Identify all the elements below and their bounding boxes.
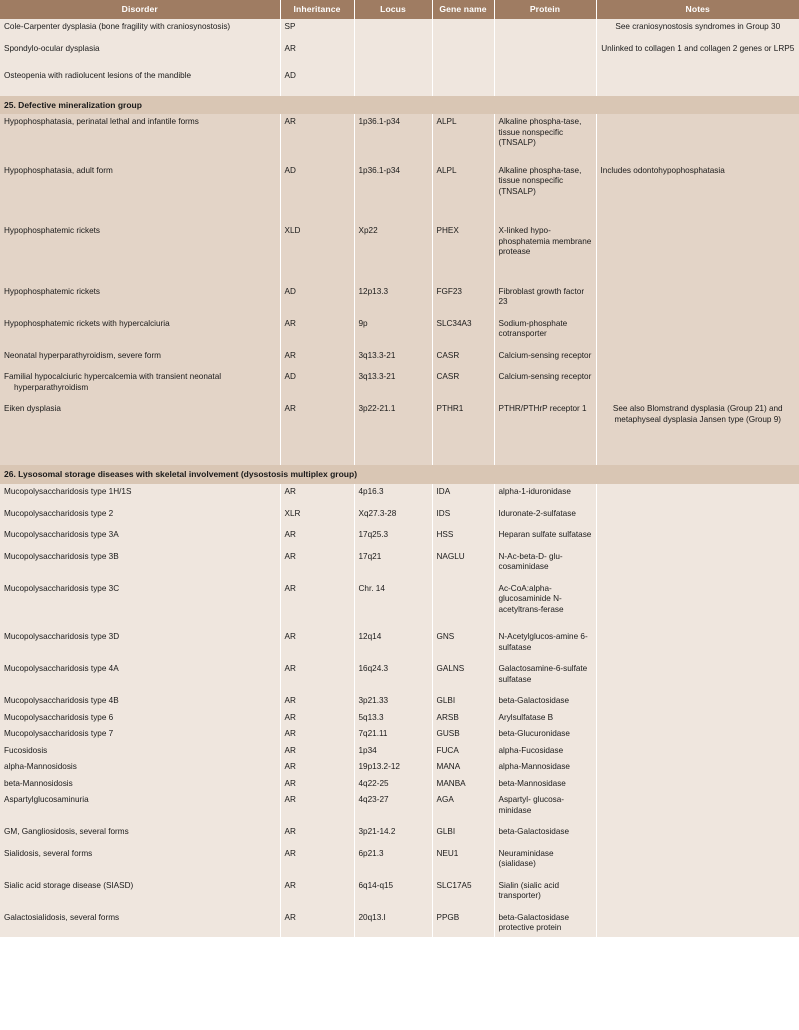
cell-inheritance: AD	[280, 369, 354, 401]
cell-locus: 4q23-27	[354, 792, 432, 824]
cell-protein: Sialin (sialic acid transporter)	[494, 878, 596, 910]
cell-gene-name: GNS	[432, 629, 494, 661]
cell-locus: 12q14	[354, 629, 432, 661]
table-row	[0, 369, 799, 401]
cell-disorder: Cole-Carpenter dysplasia (bone fragility with craniosynostosis)	[0, 19, 280, 41]
cell-inheritance: AR	[280, 878, 354, 910]
cell-disorder: Mucopolysaccharidosis type 4A	[0, 661, 280, 693]
table-row	[0, 710, 799, 727]
cell-inheritance: XLD	[280, 223, 354, 284]
cell-locus: 17q25.3	[354, 527, 432, 549]
cell-notes: See also Blomstrand dysplasia (Group 21) and metaphyseal dysplasia Jansen type (Group 9)	[596, 401, 799, 465]
cell-locus: 12p13.3	[354, 284, 432, 316]
cell-protein: Neuraminidase (sialidase)	[494, 846, 596, 878]
table-row	[0, 223, 799, 284]
cell-locus: 5q13.3	[354, 710, 432, 727]
cell-notes	[596, 846, 799, 878]
cell-locus: 4p16.3	[354, 484, 432, 506]
cell-locus: 3q13.3-21	[354, 369, 432, 401]
cell-locus: 16q24.3	[354, 661, 432, 693]
cell-inheritance: AR	[280, 629, 354, 661]
cell-protein: beta-Galactosidase	[494, 693, 596, 710]
table-row	[0, 348, 799, 370]
cell-locus: 1p36.1-p34	[354, 114, 432, 163]
table-row	[0, 759, 799, 776]
table-row	[0, 878, 799, 910]
cell-disorder: Fucosidosis	[0, 743, 280, 760]
cell-locus: 19p13.2-12	[354, 759, 432, 776]
cell-protein: Alkaline phospha-tase, tissue nonspecific (TNSALP)	[494, 114, 596, 163]
cell-gene-name: FUCA	[432, 743, 494, 760]
cell-notes	[596, 114, 799, 163]
cell-notes	[596, 284, 799, 316]
cell-disorder: Spondylo-ocular dysplasia	[0, 41, 280, 69]
cell-notes	[596, 759, 799, 776]
table-row	[0, 163, 799, 224]
cell-protein: Calcium-sensing receptor	[494, 369, 596, 401]
table-header	[0, 0, 799, 19]
cell-gene-name: MANA	[432, 759, 494, 776]
group-heading-row	[0, 96, 799, 115]
cell-protein: alpha-1-iduronidase	[494, 484, 596, 506]
cell-inheritance: AR	[280, 776, 354, 793]
cell-notes	[596, 629, 799, 661]
cell-disorder: Osteopenia with radiolucent lesions of the mandible	[0, 68, 280, 96]
cell-inheritance: AR	[280, 693, 354, 710]
cell-notes: See craniosynostosis syndromes in Group 30	[596, 19, 799, 41]
cell-notes	[596, 792, 799, 824]
table-row	[0, 776, 799, 793]
cell-disorder: Mucopolysaccharidosis type 6	[0, 710, 280, 727]
cell-gene-name: IDA	[432, 484, 494, 506]
cell-disorder: Hypophosphatasia, perinatal lethal and infantile forms	[0, 114, 280, 163]
table-row	[0, 726, 799, 743]
table-row	[0, 316, 799, 348]
cell-disorder: Eiken dysplasia	[0, 401, 280, 465]
cell-notes	[596, 316, 799, 348]
cell-locus	[354, 41, 432, 69]
cell-notes	[596, 223, 799, 284]
cell-notes	[596, 710, 799, 727]
cell-gene-name: GLBI	[432, 824, 494, 846]
cell-gene-name: GUSB	[432, 726, 494, 743]
cell-disorder: Mucopolysaccharidosis type 4B	[0, 693, 280, 710]
cell-gene-name: PHEX	[432, 223, 494, 284]
cell-protein: Iduronate-2-sulfatase	[494, 506, 596, 528]
cell-notes	[596, 693, 799, 710]
cell-disorder: Mucopolysaccharidosis type 3A	[0, 527, 280, 549]
cell-inheritance: SP	[280, 19, 354, 41]
table-row	[0, 792, 799, 824]
table-row	[0, 114, 799, 163]
cell-inheritance: AR	[280, 549, 354, 581]
cell-locus: 17q21	[354, 549, 432, 581]
cell-notes	[596, 726, 799, 743]
table-row	[0, 693, 799, 710]
cell-gene-name	[432, 19, 494, 41]
cell-notes	[596, 878, 799, 910]
cell-inheritance: AR	[280, 316, 354, 348]
cell-protein: Ac-CoA:alpha-glucosaminide N- acetyltrans-ferase	[494, 581, 596, 630]
cell-protein	[494, 41, 596, 69]
cell-disorder: Hypophosphatasia, adult form	[0, 163, 280, 224]
cell-gene-name: GLBI	[432, 693, 494, 710]
cell-inheritance: AR	[280, 743, 354, 760]
table-row	[0, 484, 799, 506]
cell-protein: N-Acetylglucos-amine 6-sulfatase	[494, 629, 596, 661]
cell-notes	[596, 743, 799, 760]
cell-disorder: Mucopolysaccharidosis type 1H/1S	[0, 484, 280, 506]
cell-notes	[596, 484, 799, 506]
cell-protein: alpha-Fucosidase	[494, 743, 596, 760]
cell-inheritance: AR	[280, 348, 354, 370]
cell-locus: 7q21.11	[354, 726, 432, 743]
cell-disorder: GM, Gangliosidosis, several forms	[0, 824, 280, 846]
cell-locus: 20q13.I	[354, 910, 432, 937]
cell-gene-name: SLC17A5	[432, 878, 494, 910]
cell-protein: X-linked hypo-phosphatemia membrane protease	[494, 223, 596, 284]
cell-protein: Galactosamine-6-sulfate sulfatase	[494, 661, 596, 693]
table-row	[0, 846, 799, 878]
cell-gene-name: NAGLU	[432, 549, 494, 581]
cell-gene-name: NEU1	[432, 846, 494, 878]
cell-disorder: Hypophosphatemic rickets with hypercalciuria	[0, 316, 280, 348]
cell-gene-name: SLC34A3	[432, 316, 494, 348]
cell-notes: Unlinked to collagen 1 and collagen 2 genes or LRP5	[596, 41, 799, 69]
cell-gene-name: FGF23	[432, 284, 494, 316]
cell-disorder: beta-Mannosidosis	[0, 776, 280, 793]
cell-protein: beta-Galactosidase protective protein	[494, 910, 596, 937]
cell-locus: 3q13.3-21	[354, 348, 432, 370]
column-header-disorder: Disorder	[0, 0, 280, 19]
cell-protein: Sodium-phosphate cotransporter	[494, 316, 596, 348]
column-header-notes: Notes	[596, 0, 799, 19]
cell-gene-name	[432, 41, 494, 69]
cell-gene-name: CASR	[432, 369, 494, 401]
cell-protein: N-Ac-beta-D- glu-cosaminidase	[494, 549, 596, 581]
cell-disorder: Aspartylglucosaminuria	[0, 792, 280, 824]
cell-inheritance: XLR	[280, 506, 354, 528]
cell-gene-name	[432, 581, 494, 630]
cell-notes	[596, 348, 799, 370]
table-row	[0, 549, 799, 581]
cell-locus: 4q22-25	[354, 776, 432, 793]
table-row	[0, 661, 799, 693]
cell-disorder: Sialidosis, several forms	[0, 846, 280, 878]
cell-notes	[596, 824, 799, 846]
cell-locus	[354, 68, 432, 96]
cell-disorder-continuation: hyperparathyroidism	[14, 382, 89, 392]
cell-notes: Includes odontohypophosphatasia	[596, 163, 799, 224]
cell-inheritance: AR	[280, 846, 354, 878]
cell-disorder: Mucopolysaccharidosis type 3C	[0, 581, 280, 630]
table-row	[0, 910, 799, 937]
cell-disorder: Mucopolysaccharidosis type 3B	[0, 549, 280, 581]
cell-inheritance: AR	[280, 527, 354, 549]
cell-protein	[494, 68, 596, 96]
cell-disorder: Mucopolysaccharidosis type 3D	[0, 629, 280, 661]
column-header-locus: Locus	[354, 0, 432, 19]
cell-protein: beta-Mannosidase	[494, 776, 596, 793]
cell-gene-name: HSS	[432, 527, 494, 549]
cell-locus: 3p22-21.1	[354, 401, 432, 465]
cell-inheritance: AR	[280, 581, 354, 630]
cell-disorder: alpha-Mannosidosis	[0, 759, 280, 776]
cell-locus: 1p36.1-p34	[354, 163, 432, 224]
cell-locus: 1p34	[354, 743, 432, 760]
cell-locus: Xp22	[354, 223, 432, 284]
cell-locus: 9p	[354, 316, 432, 348]
cell-protein: Calcium-sensing receptor	[494, 348, 596, 370]
table-row	[0, 506, 799, 528]
cell-protein: Heparan sulfate sulfatase	[494, 527, 596, 549]
table-row	[0, 527, 799, 549]
cell-inheritance: AD	[280, 163, 354, 224]
cell-gene-name: ARSB	[432, 710, 494, 727]
cell-disorder: Hypophosphatemic rickets	[0, 284, 280, 316]
column-header-inheritance: Inheritance	[280, 0, 354, 19]
cell-protein: Alkaline phospha-tase, tissue nonspecific (TNSALP)	[494, 163, 596, 224]
cell-disorder: Hypophosphatemic rickets	[0, 223, 280, 284]
cell-notes	[596, 776, 799, 793]
cell-protein: Arylsulfatase B	[494, 710, 596, 727]
cell-inheritance: AD	[280, 68, 354, 96]
table-row	[0, 19, 799, 41]
cell-disorder: Sialic acid storage disease (SIASD)	[0, 878, 280, 910]
cell-gene-name: PTHR1	[432, 401, 494, 465]
cell-inheritance: AR	[280, 710, 354, 727]
cell-inheritance: AR	[280, 910, 354, 937]
cell-inheritance: AR	[280, 759, 354, 776]
cell-notes	[596, 527, 799, 549]
cell-gene-name: GALNS	[432, 661, 494, 693]
cell-gene-name: ALPL	[432, 114, 494, 163]
cell-inheritance: AD	[280, 284, 354, 316]
cell-disorder: Familial hypocalciuric hypercalcemia with transient neonatal hyperparathyroidism	[0, 369, 280, 401]
group-heading-label: 25. Defective mineralization group	[0, 96, 799, 115]
cell-inheritance: AR	[280, 824, 354, 846]
cell-locus: 6q14-q15	[354, 878, 432, 910]
cell-inheritance: AR	[280, 41, 354, 69]
cell-notes	[596, 506, 799, 528]
cell-inheritance: AR	[280, 401, 354, 465]
cell-inheritance: AR	[280, 114, 354, 163]
cell-notes	[596, 661, 799, 693]
cell-notes	[596, 581, 799, 630]
header-row	[0, 0, 799, 19]
cell-protein: beta-Glucuronidase	[494, 726, 596, 743]
table-row	[0, 743, 799, 760]
cell-gene-name: MANBA	[432, 776, 494, 793]
cell-gene-name: ALPL	[432, 163, 494, 224]
table-row	[0, 824, 799, 846]
cell-gene-name: AGA	[432, 792, 494, 824]
table-row	[0, 68, 799, 96]
cell-inheritance: AR	[280, 792, 354, 824]
cell-locus	[354, 19, 432, 41]
cell-protein: Fibroblast growth factor 23	[494, 284, 596, 316]
table-row	[0, 284, 799, 316]
cell-gene-name: PPGB	[432, 910, 494, 937]
cell-notes	[596, 910, 799, 937]
group-heading-row	[0, 465, 799, 484]
cell-disorder: Mucopolysaccharidosis type 2	[0, 506, 280, 528]
cell-disorder: Galactosialidosis, several forms	[0, 910, 280, 937]
cell-protein: Aspartyl- glucosa-minidase	[494, 792, 596, 824]
cell-gene-name	[432, 68, 494, 96]
table-row	[0, 401, 799, 465]
cell-locus: Chr. 14	[354, 581, 432, 630]
cell-gene-name: IDS	[432, 506, 494, 528]
cell-notes	[596, 549, 799, 581]
cell-inheritance: AR	[280, 726, 354, 743]
cell-protein	[494, 19, 596, 41]
cell-protein: beta-Galactosidase	[494, 824, 596, 846]
cell-locus: Xq27.3-28	[354, 506, 432, 528]
cell-disorder: Mucopolysaccharidosis type 7	[0, 726, 280, 743]
cell-notes	[596, 369, 799, 401]
cell-protein: alpha-Mannosidase	[494, 759, 596, 776]
cell-disorder: Neonatal hyperparathyroidism, severe form	[0, 348, 280, 370]
table-body	[0, 19, 799, 937]
cell-locus: 3p21.33	[354, 693, 432, 710]
table-row	[0, 629, 799, 661]
column-header-gene-name: Gene name	[432, 0, 494, 19]
table-row	[0, 41, 799, 69]
cell-notes	[596, 68, 799, 96]
cell-protein: PTHR/PTHrP receptor 1	[494, 401, 596, 465]
group-heading-label: 26. Lysosomal storage diseases with skeletal involvement (dysostosis multiplex group)	[0, 465, 799, 484]
table-row	[0, 581, 799, 630]
cell-locus: 6p21.3	[354, 846, 432, 878]
cell-gene-name: CASR	[432, 348, 494, 370]
cell-inheritance: AR	[280, 484, 354, 506]
cell-inheritance: AR	[280, 661, 354, 693]
column-header-protein: Protein	[494, 0, 596, 19]
cell-locus: 3p21-14.2	[354, 824, 432, 846]
